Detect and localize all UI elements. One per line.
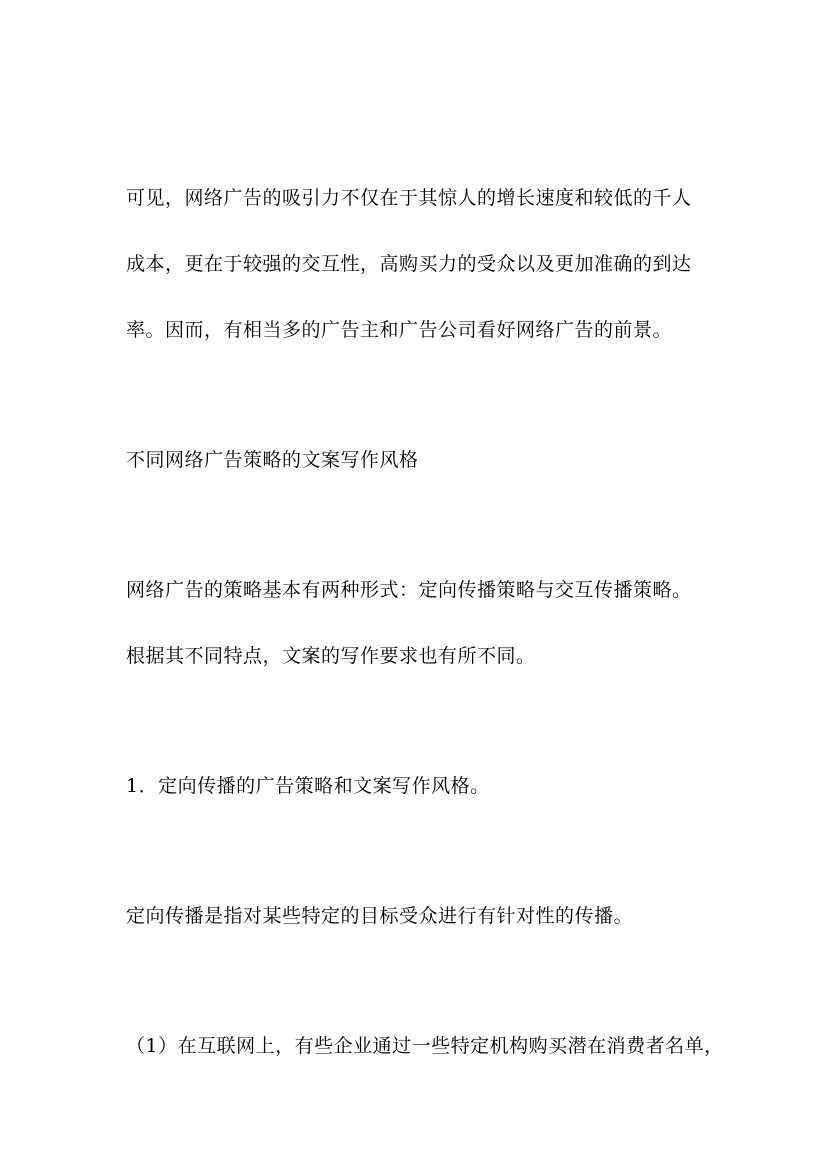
paragraph-1-line-1: 可见，网络广告的吸引力不仅在于其惊人的增长速度和较低的千人	[126, 187, 692, 209]
subsection-heading: 1．定向传播的广告策略和文案写作风格。	[126, 775, 490, 797]
paragraph-2-line-1: 网络广告的策略基本有两种形式：定向传播策略与交互传播策略。	[126, 579, 692, 601]
paragraph-3: 定向传播是指对某些特定的目标受众进行有针对性的传播。	[126, 905, 634, 927]
paragraph-1-line-2: 成本，更在于较强的交互性，高购买力的受众以及更加准确的到达	[126, 253, 692, 275]
paragraph-1-line-3: 率。因而，有相当多的广告主和广告公司看好网络广告的前景。	[126, 319, 673, 341]
paragraph-2-line-2: 根据其不同特点，文案的写作要求也有所不同。	[126, 645, 536, 667]
section-heading: 不同网络广告策略的文案写作风格	[126, 449, 419, 471]
paragraph-4-line-1: （1）在互联网上，有些企业通过一些特定机构购买潜在消费者名单，	[126, 1035, 724, 1057]
